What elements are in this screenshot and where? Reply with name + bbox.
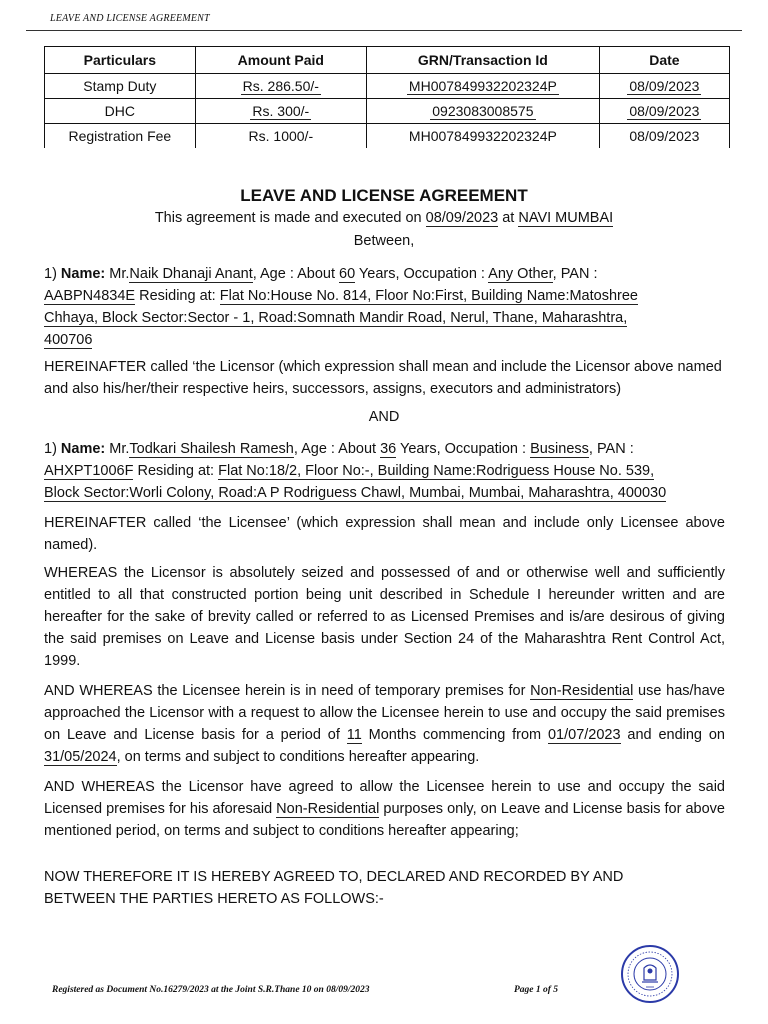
clause-text: Months commencing from: [361, 727, 548, 743]
clause-text: , on terms and subject to conditions hereafter appearing.: [116, 749, 480, 765]
licensee-address-line: Block Sector:Worli Colony, Road:A P Rodriguess Chawl, Mumbai, Mumbai, Maharashtra, 400030: [44, 485, 667, 501]
table-cell-value: MH007849932202324P: [408, 128, 557, 144]
intro-line: [0, 210, 768, 226]
table-cell-value: Rs. 300/-: [252, 103, 310, 119]
salutation: Mr.: [105, 266, 130, 282]
table-cell: [195, 74, 366, 99]
license-start-date: 01/07/2023: [547, 727, 621, 743]
licensor-age: 60: [339, 266, 356, 282]
licensor-details: [44, 263, 725, 351]
government-seal-icon: [620, 944, 680, 1004]
licensor-occupation: Any Other: [488, 266, 553, 282]
between-line: Between,: [353, 233, 415, 249]
page-number: Page 1 of 5: [514, 985, 559, 995]
table-cell: [599, 74, 729, 99]
clause-text: use has/have approached the Licensor with a request to allow the Licensee herein to use and occupy the said premises on Leave and License basis for a period of: [44, 683, 725, 743]
residence-label: Residing at:: [135, 288, 220, 304]
table-cell: [599, 99, 729, 124]
column-header: Date: [599, 47, 729, 74]
table-cell: [366, 74, 599, 99]
name-label: Name:: [60, 266, 106, 282]
residence-label: Residing at:: [133, 463, 219, 479]
clause-text: AND WHEREAS the Licensor have agreed to allow the Licensee herein to use and occupy the said Licensed premises for his aforesaid: [44, 779, 725, 817]
name-label: Name:: [60, 441, 106, 457]
table-row: [45, 99, 730, 124]
whereas-agreement-clause: [44, 776, 725, 842]
fees-table: [44, 46, 730, 148]
table-row: [45, 74, 730, 99]
table-cell: [195, 99, 366, 124]
table-cell: [599, 124, 729, 149]
header-rule: [26, 30, 742, 31]
table-cell-value: 08/09/2023: [629, 128, 700, 144]
licensee-occupation: Business: [530, 441, 589, 457]
table-cell: Registration Fee: [45, 124, 196, 149]
table-cell: [195, 124, 366, 149]
clause-text: and ending on: [620, 727, 725, 743]
party-number: 1): [44, 266, 61, 282]
licensee-clause: HEREINAFTER called ‘the Licensee’ (which expression shall mean and include only Licensee above named).: [44, 515, 725, 553]
document-title: LEAVE AND LICENSE AGREEMENT: [240, 186, 528, 205]
header-title: LEAVE AND LICENSE AGREEMENT: [50, 13, 210, 24]
license-months: 11: [346, 727, 362, 743]
age-label: , Age : About: [293, 441, 381, 457]
salutation: Mr.: [105, 441, 130, 457]
license-end-date: 31/05/2024: [44, 749, 117, 765]
clause-text: purposes only, on Leave and License basis for above mentioned period, on terms and subject to conditions hereafter appearing;: [44, 801, 725, 839]
table-header-row: [45, 47, 730, 74]
whereas-clause: WHEREAS the Licensor is absolutely seized and possessed of and or otherwise well and sufficiently entitled to all that constructed portion being unit described in Schedule I hereunder written and are hereafter for the sake of brevity called or referred to as Licensed Premises and is/are desirous of giving the said premises on Leave and License basis under Section 24 of the Maharashtra Rent Control Act, 1999.: [44, 565, 725, 669]
pan-label: , PAN :: [552, 266, 598, 282]
table-cell: Stamp Duty: [45, 74, 196, 99]
licensee-age: 36: [380, 441, 397, 457]
table-cell-value: Rs. 286.50/-: [242, 78, 319, 94]
execution-date: 08/09/2023: [425, 210, 499, 226]
table-cell-value: 08/09/2023: [629, 78, 700, 94]
intro-text: at: [498, 210, 519, 226]
table-row: [45, 124, 730, 149]
premises-use: Non-Residential: [530, 683, 634, 699]
table-cell-value: 0923083008575: [432, 103, 534, 119]
column-header: Particulars: [45, 47, 196, 74]
licensor-clause: HEREINAFTER called ‘the Licensor (which expression shall mean and include the Licensor above named and also his/her/their respective heirs, successors, assigns, executors and administrators): [44, 359, 722, 397]
occupation-label: Years, Occupation :: [355, 266, 489, 282]
table-cell-value: Rs. 1000/-: [248, 128, 314, 144]
column-header: Amount Paid: [195, 47, 366, 74]
licensee-pan: AHXPT1006F: [44, 463, 134, 479]
registration-footer: Registered as Document No.16279/2023 at the Joint S.R.Thane 10 on 08/09/2023: [52, 985, 370, 995]
occupation-label: Years, Occupation :: [396, 441, 531, 457]
intro-text: This agreement is made and executed on: [154, 210, 426, 226]
and-separator: AND: [368, 409, 400, 425]
party-number: 1): [44, 441, 61, 457]
pan-label: , PAN :: [588, 441, 634, 457]
column-header: GRN/Transaction Id: [366, 47, 599, 74]
now-therefore-clause: NOW THEREFORE IT IS HEREBY AGREED TO, DECLARED AND RECORDED BY AND BETWEEN THE PARTIES HERETO AS FOLLOWS:-: [44, 869, 624, 907]
table-cell: DHC: [45, 99, 196, 124]
whereas-term-clause: [44, 680, 725, 768]
execution-place: NAVI MUMBAI: [518, 210, 614, 226]
premises-use: Non-Residential: [276, 801, 380, 817]
licensor-address-line: Chhaya, Block Sector:Sector - 1, Road:Somnath Mandir Road, Nerul, Thane, Maharashtra,: [44, 310, 628, 326]
licensee-name: Todkari Shailesh Ramesh: [129, 441, 294, 457]
licensor-pan: AABPN4834E: [44, 288, 136, 304]
licensor-address-line: 400706: [44, 332, 93, 348]
table-cell-value: MH007849932202324P: [408, 78, 557, 94]
licensee-address-line: Flat No:18/2, Floor No:-, Building Name:Rodriguess House No. 539,: [218, 463, 655, 479]
clause-text: AND WHEREAS the Licensee herein is in need of temporary premises for: [44, 683, 531, 699]
licensor-address-line: Flat No:House No. 814, Floor No:First, Building Name:Matoshree: [219, 288, 638, 304]
age-label: , Age : About: [252, 266, 340, 282]
licensee-details: [44, 438, 725, 504]
table-cell: [366, 99, 599, 124]
table-cell: [366, 124, 599, 149]
table-cell-value: 08/09/2023: [629, 103, 700, 119]
licensor-name: Naik Dhanaji Anant: [129, 266, 253, 282]
